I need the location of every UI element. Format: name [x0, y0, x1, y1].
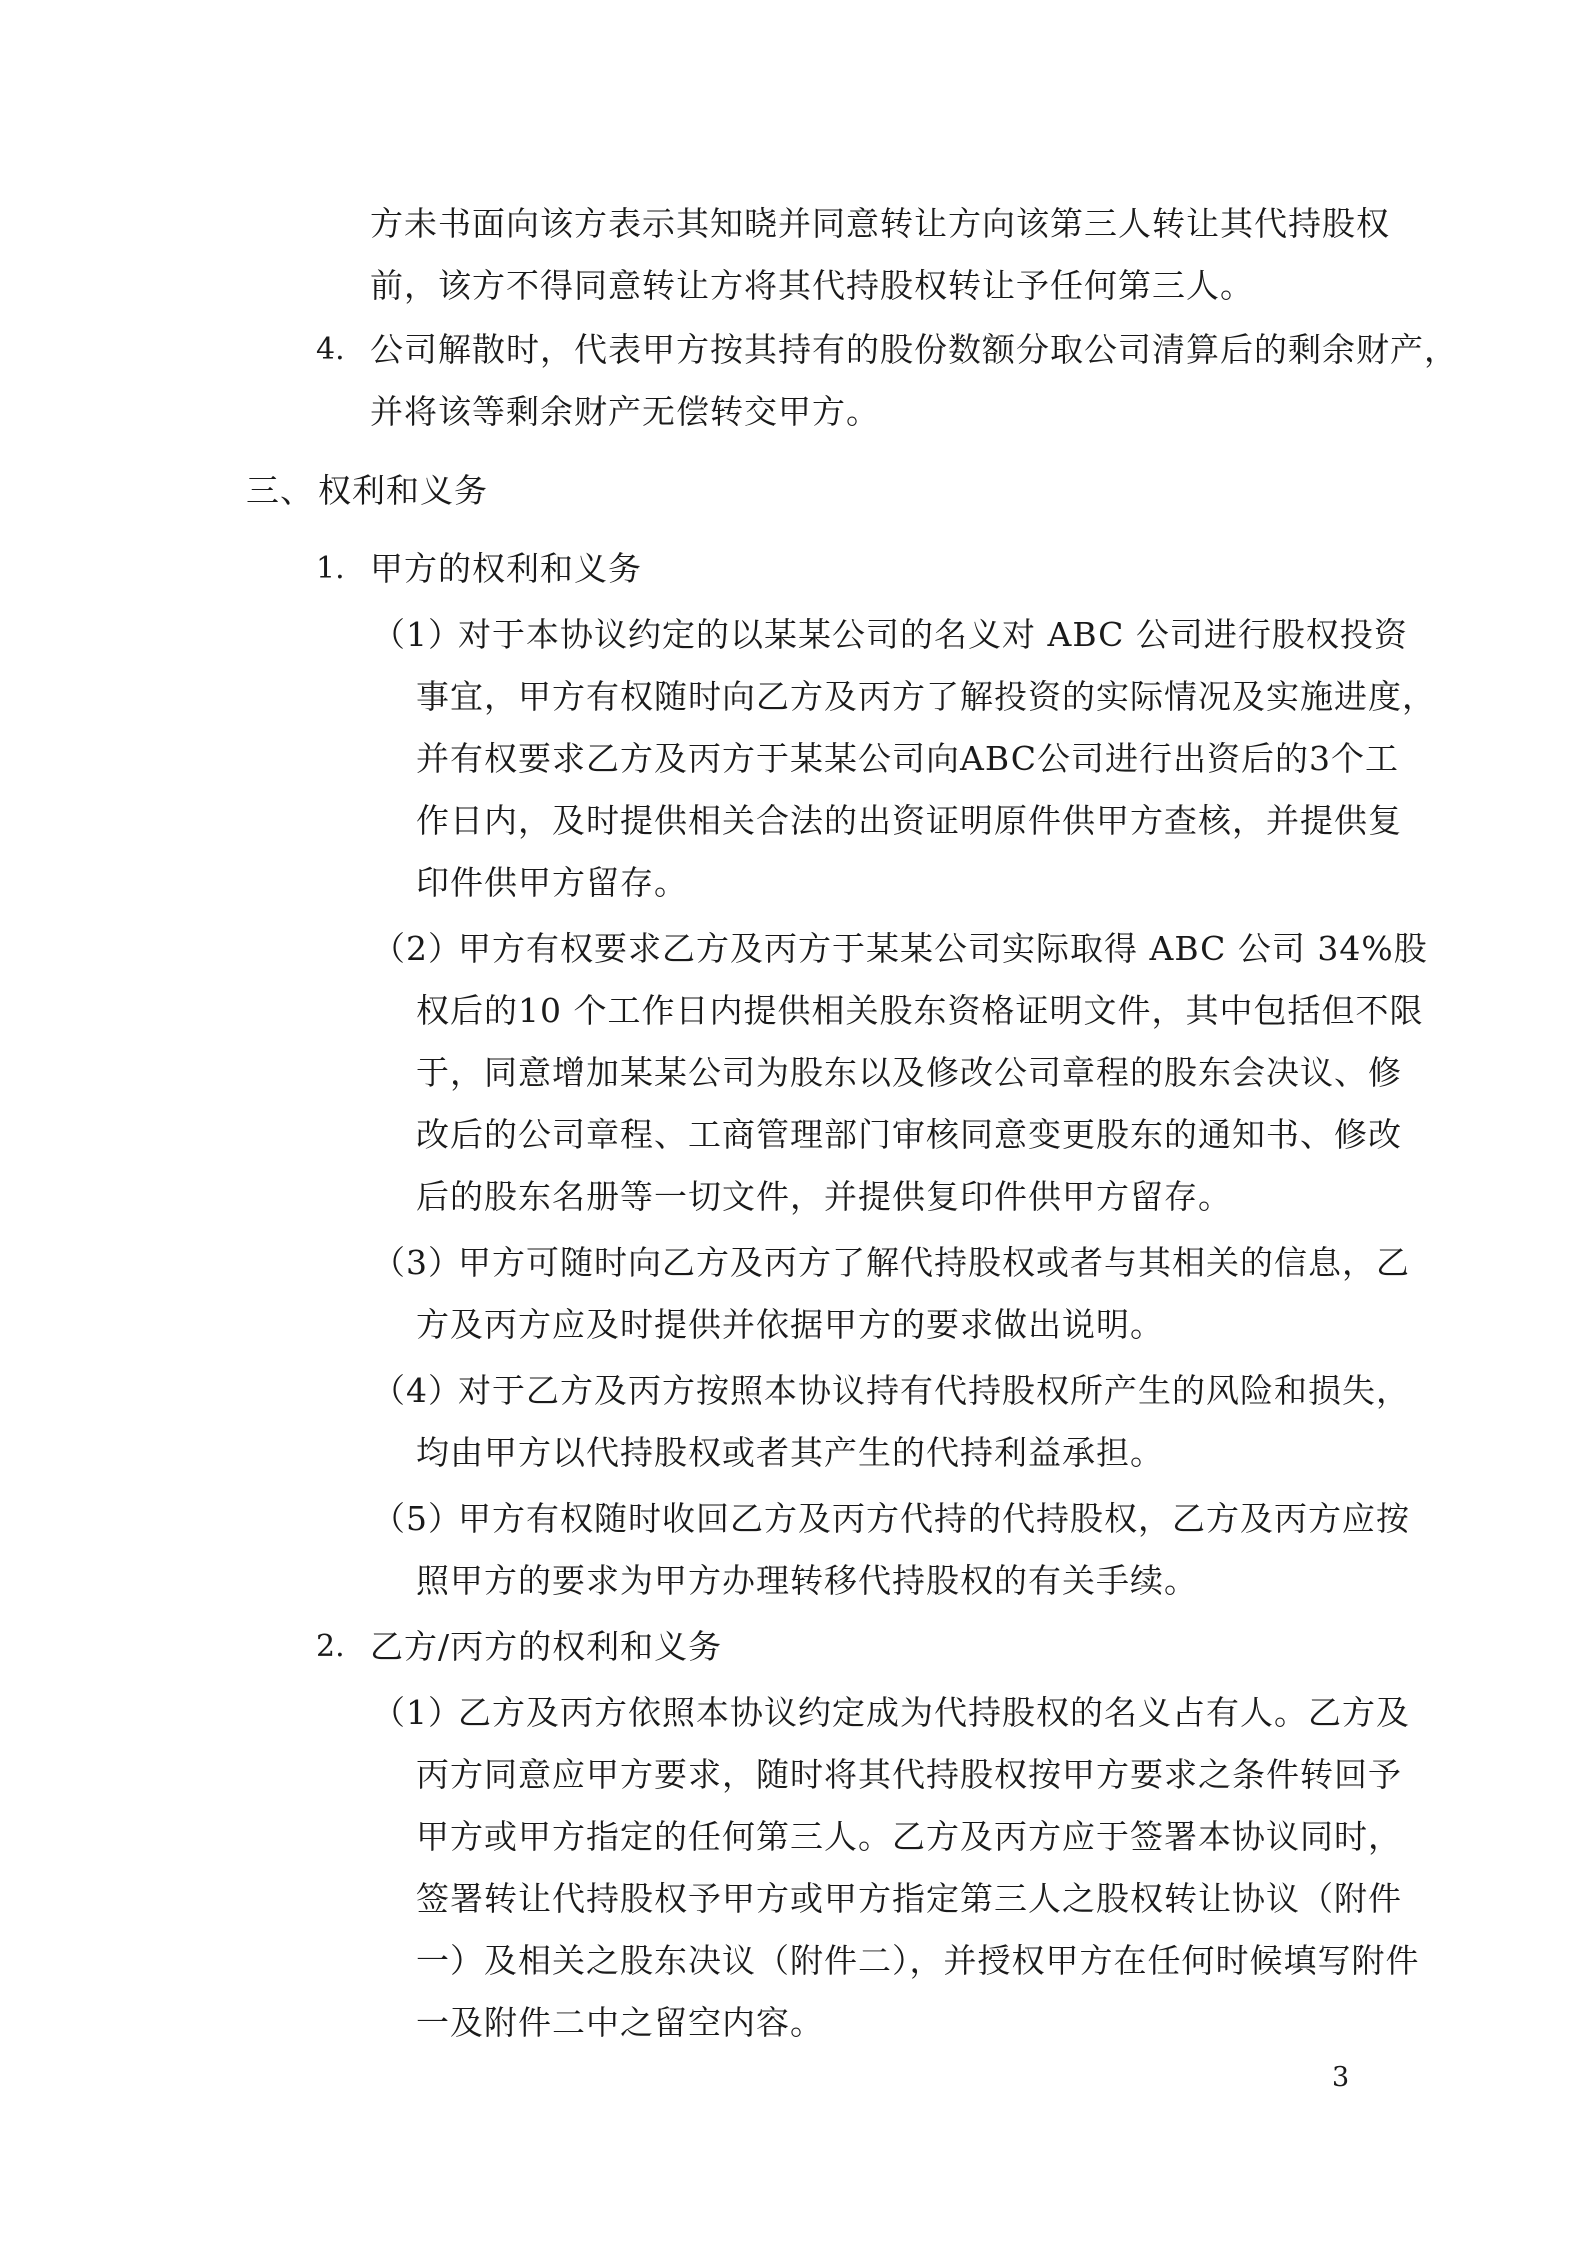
clause-1-3-line: 方及丙方应及时提供并依据甲方的要求做出说明。	[416, 1305, 1164, 1344]
clause-1-4-line: 对于乙方及丙方按照本协议持有代持股权所产生的风险和损失，	[458, 1371, 1410, 1410]
clause-1-5-line: 照甲方的要求为甲方办理转移代持股权的有关手续。	[416, 1561, 1198, 1600]
clause-1-3-line: 甲方可随时向乙方及丙方了解代持股权或者与其相关的信息，乙	[458, 1243, 1410, 1282]
item-4-line-2: 并将该等剩余财产无偿转交甲方。	[370, 392, 880, 431]
section-3-number: 三、	[246, 471, 314, 510]
clause-1-1-line: 作日内，及时提供相关合法的出资证明原件供甲方查核，并提供复	[416, 801, 1402, 840]
sub-2-title: 乙方/丙方的权利和义务	[370, 1627, 723, 1666]
clause-1-2-line: 于，同意增加某某公司为股东以及修改公司章程的股东会决议、修	[416, 1053, 1402, 1092]
clause-1-2-line: 后的股东名册等一切文件，并提供复印件供甲方留存。	[416, 1177, 1232, 1216]
clause-2-1-line: 一及附件二中之留空内容。	[416, 2003, 824, 2042]
section-3-title: 权利和义务	[318, 471, 488, 510]
intro-line-1: 方未书面向该方表示其知晓并同意转让方向该第三人转让其代持股权	[370, 204, 1390, 243]
clause-1-1-line: 事宜，甲方有权随时向乙方及丙方了解投资的实际情况及实施进度，	[416, 677, 1436, 716]
clause-2-1-line: 丙方同意应甲方要求，随时将其代持股权按甲方要求之条件转回予	[416, 1755, 1402, 1794]
clause-1-5-number: （5）	[372, 1499, 462, 1538]
clause-1-1-line: 并有权要求乙方及丙方于某某公司向ABC公司进行出资后的3个工	[416, 739, 1399, 778]
clause-1-2-number: （2）	[372, 929, 462, 968]
page-number: 3	[1332, 2062, 1350, 2093]
clause-2-1-number: （1）	[372, 1693, 462, 1732]
item-4-number: 4.	[316, 332, 345, 367]
clause-1-5-line: 甲方有权随时收回乙方及丙方代持的代持股权，乙方及丙方应按	[458, 1499, 1410, 1538]
sub-1-title: 甲方的权利和义务	[370, 549, 642, 588]
clause-1-4-line: 均由甲方以代持股权或者其产生的代持利益承担。	[416, 1433, 1164, 1472]
sub-1-number: 1.	[316, 551, 345, 586]
clause-1-1-line: 印件供甲方留存。	[416, 863, 688, 902]
clause-2-1-line: 一）及相关之股东决议（附件二），并授权甲方在任何时候填写附件	[416, 1941, 1420, 1980]
clause-1-4-number: （4）	[372, 1371, 462, 1410]
clause-1-2-line: 甲方有权要求乙方及丙方于某某公司实际取得 ABC 公司 34%股	[458, 929, 1428, 968]
intro-line-2: 前，该方不得同意转让方将其代持股权转让予任何第三人。	[370, 266, 1254, 305]
clause-2-1-line: 签署转让代持股权予甲方或甲方指定第三人之股权转让协议（附件	[416, 1879, 1402, 1918]
clause-2-1-line: 甲方或甲方指定的任何第三人。乙方及丙方应于签署本协议同时，	[416, 1817, 1402, 1856]
clause-1-1-line: 对于本协议约定的以某某公司的名义对 ABC 公司进行股权投资	[458, 615, 1408, 654]
clause-1-2-line: 权后的10 个工作日内提供相关股东资格证明文件，其中包括但不限	[416, 991, 1424, 1030]
clause-1-2-line: 改后的公司章程、工商管理部门审核同意变更股东的通知书、修改	[416, 1115, 1402, 1154]
sub-2-number: 2.	[316, 1629, 345, 1664]
clause-1-1-number: （1）	[372, 615, 462, 654]
clause-1-3-number: （3）	[372, 1243, 462, 1282]
clause-2-1-line: 乙方及丙方依照本协议约定成为代持股权的名义占有人。乙方及	[458, 1693, 1410, 1732]
item-4-line-1: 公司解散时，代表甲方按其持有的股份数额分取公司清算后的剩余财产，	[370, 330, 1458, 369]
